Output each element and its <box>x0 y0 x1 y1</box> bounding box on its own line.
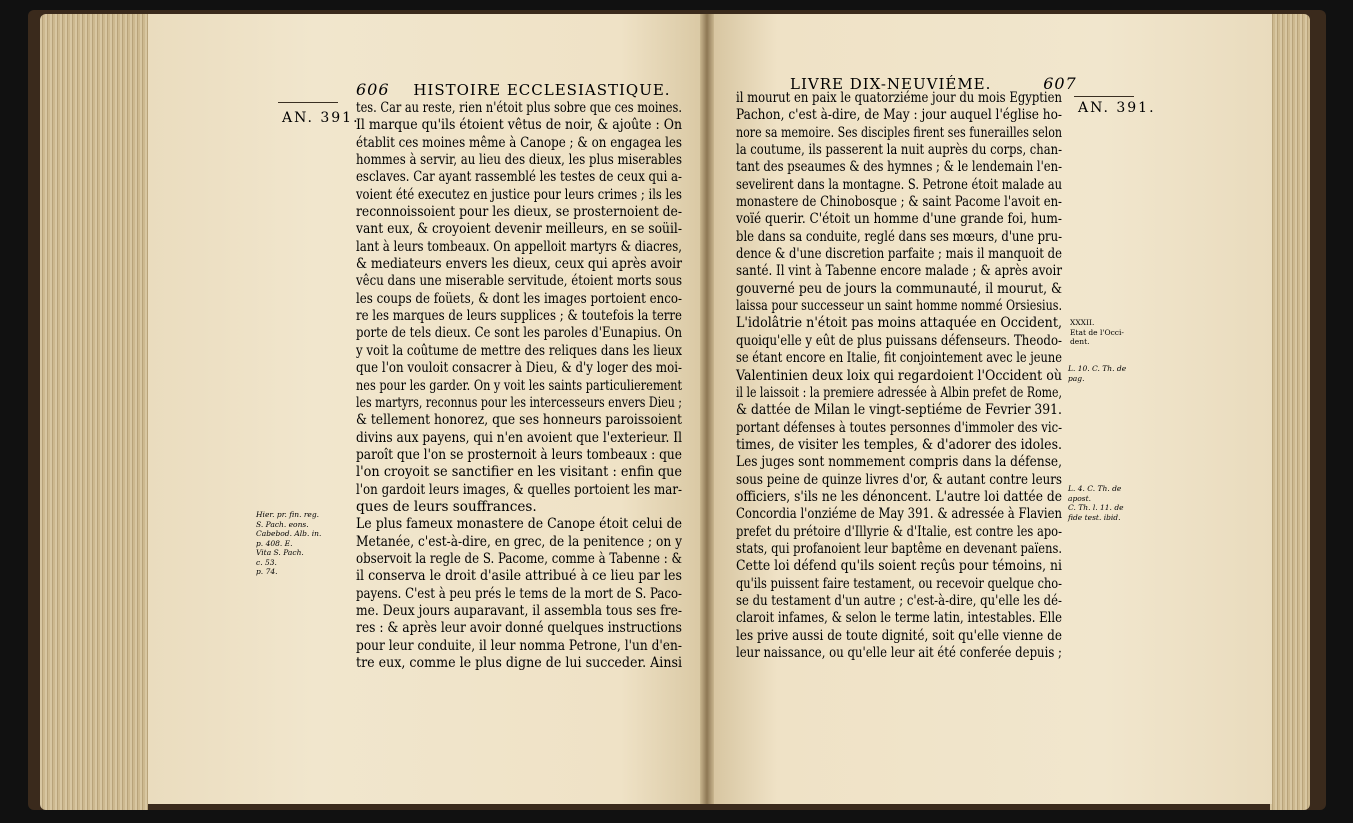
text-line: quoiqu'elle y eût de plus puissans défenseurs. Theodo- <box>736 332 1062 349</box>
left-year-label: AN. 391. <box>282 110 360 126</box>
text-line: l'on croyoit se sanctifier en les visitant : enfin que <box>356 464 682 481</box>
right-page-edges <box>1270 14 1310 810</box>
text-line: officiers, s'ils ne les dénoncent. L'autre loi dattée de <box>736 488 1062 505</box>
text-line: pour leur conduite, il leur nomma Petrone, l'un d'en- <box>356 637 682 654</box>
text-line: sevelirent dans la montagne. S. Petrone étoit malade au <box>736 176 1062 193</box>
text-line: y voit la coûtume de mettre des reliques dans les lieux <box>356 342 682 359</box>
marginal-line: Cabebod. Alb. in. <box>256 529 322 538</box>
marginal-line: Hier. pr. fin. reg. <box>256 510 320 519</box>
left-running-title: HISTOIRE ECCLESIASTIQUE. <box>413 81 671 99</box>
right-running-title: LIVRE DIX-NEUVIÉME. <box>790 75 992 93</box>
text-line: paroît que l'on se prosternoit à leurs tombeaux : que <box>356 446 682 463</box>
text-line: Concordia l'onziéme de May 391. & adressée à Flavien <box>736 506 1062 523</box>
text-line: Valentinien deux loix qui regardoient l'Occident où <box>736 367 1062 384</box>
left-running-head <box>356 80 671 99</box>
text-line: nes pour les garder. On y voit les saints particulierement <box>356 377 682 394</box>
left-year-rule <box>278 102 338 103</box>
text-line: payens. C'est à peu prés le tems de la mort de S. Paco- <box>356 585 682 602</box>
text-line: & mediateurs envers les dieux, ceux qui après avoir <box>356 256 682 273</box>
text-line: lant à leurs tombeaux. On appelloit martyrs & diacres, <box>356 238 682 255</box>
section-marginal-note <box>1070 318 1124 347</box>
text-line: times, de visiter les temples, & d'adorer des idoles. <box>736 436 1062 453</box>
reference-marginal-note-2 <box>1068 484 1124 522</box>
marginal-line: S. Pach. eons. <box>256 519 309 529</box>
text-line: observoit la regle de S. Pacome, comme à Tabenne : & <box>356 550 682 567</box>
text-line: il le laissoit : la premiere adressée à Albin prefet de Rome, <box>736 384 1062 401</box>
text-line: ble dans sa conduite, reglé dans ses mœurs, d'une pru- <box>736 228 1062 245</box>
text-line: tes. Car au reste, rien n'étoit plus sobre que ces moines. <box>356 100 682 116</box>
text-line: vant eux, & croyoient devenir meilleurs, en se soüil- <box>356 221 682 238</box>
marginal-line: p. 74. <box>256 567 278 576</box>
text-line: prefet du prétoire d'Illyrie & d'Italie, est contre les apo- <box>736 523 1062 540</box>
marginal-line: Etat de l'Occi- <box>1070 327 1124 337</box>
text-line: voïé querir. C'étoit un homme d'une grande foi, hum- <box>736 211 1062 228</box>
text-line: sous peine de quinze livres d'or, & autant contre leurs <box>736 471 1062 488</box>
left-body-text <box>356 100 682 672</box>
marginal-line: p. 408. E. <box>256 538 293 548</box>
text-line: qu'ils puissent faire testament, ou recevoir quelque cho- <box>736 575 1062 592</box>
text-line: il conserva le droit d'asile attribué à ce lieu par les <box>356 568 682 585</box>
marginal-line: XXXII. <box>1070 318 1095 327</box>
text-line: divins aux payens, qui n'en avoient que l'exterieur. Il <box>356 429 682 446</box>
marginal-line: dent. <box>1070 337 1090 346</box>
text-line: il mourut en paix le quatorziéme jour du mois Egyptien <box>736 90 1062 106</box>
text-line: nore sa memoire. Ses disciples firent ses funerailles selon <box>736 124 1062 141</box>
text-line: & tellement honorez, que ses honneurs paroissoient <box>356 412 682 429</box>
marginal-line: apost. <box>1068 493 1092 503</box>
text-line: me. Deux jours auparavant, il assembla tous ses fre- <box>356 602 682 619</box>
text-line: & dattée de Milan le vingt-septiéme de Fevrier 391. <box>736 402 1062 419</box>
text-line: gouverné peu de jours la communauté, il mourut, & <box>736 280 1062 297</box>
marginal-line: L. 4. C. Th. de <box>1068 484 1122 493</box>
text-line: voient été executez en justice pour leurs crimes ; ils les <box>356 186 682 203</box>
text-line: Metanée, c'est-à-dire, en grec, de la penitence ; on y <box>356 533 682 550</box>
text-line: Le plus fameux monastere de Canope étoit celui de <box>356 516 682 533</box>
text-line: la coutume, ils passerent la nuit auprès du corps, chan- <box>736 142 1062 159</box>
right-body-text <box>736 90 1062 662</box>
text-line: laissa pour successeur un saint homme nommé Orsiesius. <box>736 298 1062 315</box>
left-folio: 606 <box>356 80 390 99</box>
text-line: que l'on vouloit consacrer à Dieu, & d'y loger des moi- <box>356 360 682 377</box>
text-line: tant des pseaumes & des hymnes ; & le lendemain l'en- <box>736 159 1062 176</box>
text-line: se étant encore en Italie, fit conjointement avec le jeune <box>736 350 1062 367</box>
right-folio: 607 <box>1043 74 1077 93</box>
marginal-line: Vita S. Pach. <box>256 548 304 557</box>
text-line: l'on gardoit leurs images, & quelles portoient les mar- <box>356 481 682 498</box>
text-line: hommes à servir, au lieu des dieux, les plus miserables <box>356 152 682 169</box>
text-line: portant défenses à toutes personnes d'immoler des vic- <box>736 419 1062 436</box>
right-year-label: AN. 391. <box>1078 100 1156 116</box>
text-line: dence & d'une discretion parfaite ; mais il manquoit de <box>736 246 1062 263</box>
text-line: Cette loi défend qu'ils soient reçûs pour témoins, ni <box>736 558 1062 575</box>
text-line: leur naissance, ou qu'elle leur ait été conferée depuis ; <box>736 645 1062 661</box>
text-line: Les juges sont nommement compris dans la défense, <box>736 454 1062 471</box>
reference-marginal-note-1 <box>1068 364 1126 383</box>
text-line: Pachon, c'est à-dire, de May : jour auquel l'église ho- <box>736 107 1062 124</box>
left-marginal-note <box>256 510 321 577</box>
text-line: L'idolâtrie n'étoit pas moins attaquée en Occident, <box>736 315 1062 332</box>
left-page-edges <box>40 14 148 810</box>
right-year-rule <box>1074 96 1134 97</box>
text-line: ques de leurs souffrances. <box>356 498 537 515</box>
book-gutter <box>700 14 714 804</box>
text-line: monastere de Chinobosque ; & saint Pacome l'avoit en- <box>736 194 1062 211</box>
marginal-line: pag. <box>1068 373 1085 383</box>
text-line: Il marque qu'ils étoient vêtus de noir, & ajoûte : On <box>356 117 682 134</box>
text-line: les martyrs, reconnus pour les intercesseurs envers Dieu ; <box>356 394 682 411</box>
text-line: vêcu dans une miserable servitude, étoient morts sous <box>356 273 682 290</box>
text-line: porte de tels dieux. Ce sont les paroles d'Eunapius. On <box>356 325 682 342</box>
marginal-line: L. 10. C. Th. de <box>1068 364 1127 373</box>
text-line: les prive aussi de toute dignité, soit qu'elle vienne de <box>736 627 1062 644</box>
marginal-line: C. Th. l. 11. de <box>1068 503 1124 512</box>
text-line: res : & après leur avoir donné quelques instructions <box>356 620 682 637</box>
text-line: reconnoissoient pour les dieux, se prosternoient de- <box>356 204 682 221</box>
text-line: tre eux, comme le plus digne de lui succeder. Ainsi <box>356 655 682 671</box>
text-line: esclaves. Car ayant rassemblé les testes de ceux qui a- <box>356 169 682 186</box>
text-line: les coups de foüets, & dont les images portoient enco- <box>356 290 682 307</box>
text-line: re les marques de leurs supplices ; & toutefois la terre <box>356 308 682 325</box>
text-line: santé. Il vint à Tabenne encore malade ; & après avoir <box>736 263 1062 280</box>
text-line: se du testament d'un autre ; c'est-à-dire, qu'elle les dé- <box>736 592 1062 609</box>
text-line: claroit infames, & selon le terme latin, intestables. Elle <box>736 610 1062 627</box>
marginal-line: c. 53. <box>256 557 277 567</box>
text-line: établit ces moines même à Canope ; & on engagea les <box>356 134 682 151</box>
marginal-line: fide test. ibid. <box>1068 512 1121 522</box>
text-line: stats, qui profanoient leur baptême en devenant païens. <box>736 540 1062 557</box>
